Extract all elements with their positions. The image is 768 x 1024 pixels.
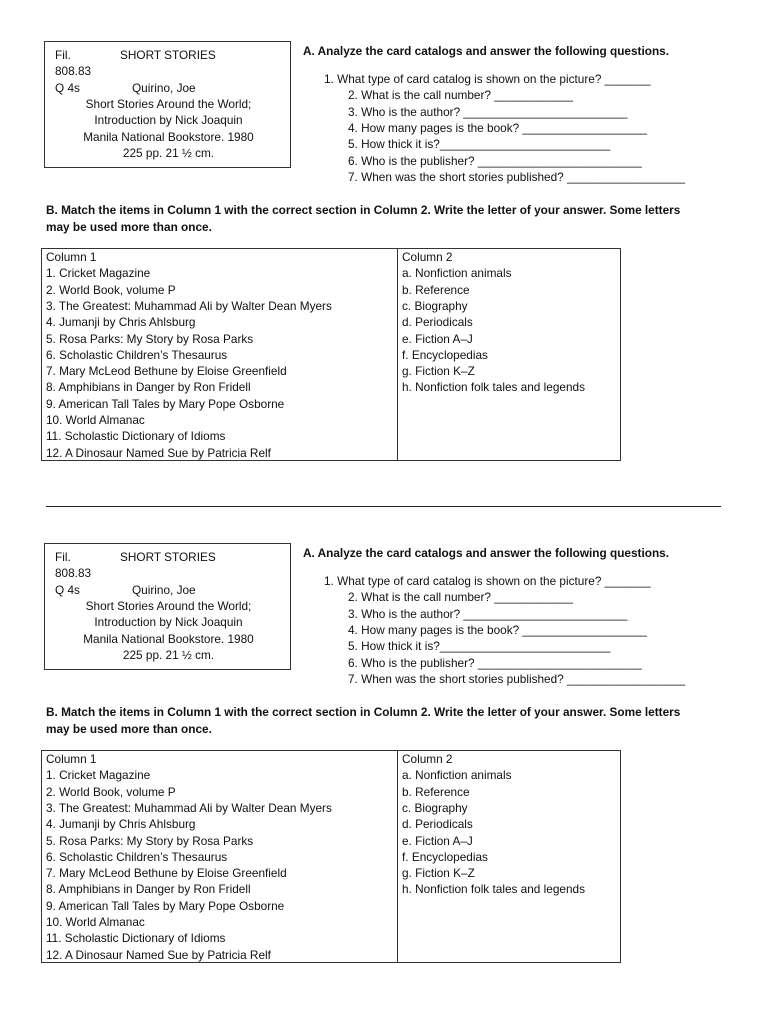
column-1-item: 11. Scholastic Dictionary of Idioms	[46, 429, 226, 444]
card-subject: SHORT STORIES	[120, 48, 216, 62]
question-6: 6. Who is the publisher? _________________________	[348, 153, 642, 168]
card-author: Quirino, Joe	[132, 80, 196, 95]
column-1-item: 2. World Book, volume P	[46, 282, 176, 297]
card-title: Short Stories Around the World;	[85, 96, 252, 111]
question-3: 3. Who is the author? _________________________	[348, 104, 628, 119]
column-1-header: Column 1	[46, 250, 97, 264]
column-divider	[397, 751, 398, 962]
column-2-item: f. Encyclopedias	[402, 347, 488, 362]
column-1-item: 5. Rosa Parks: My Story by Rosa Parks	[46, 331, 254, 346]
column-2-item: g. Fiction K–Z	[402, 364, 475, 379]
question-7: 7. When was the short stories published? __________________	[348, 169, 686, 184]
question-1: 1. What type of card catalog is shown on the picture? _______	[324, 72, 651, 86]
column-1-item: 3. The Greatest: Muhammad Ali by Walter Dean Myers	[46, 298, 332, 313]
part-b-heading-cont: may be used more than once.	[46, 722, 212, 736]
column-1-item: 3. The Greatest: Muhammad Ali by Walter Dean Myers	[46, 800, 332, 815]
column-1-item: 8. Amphibians in Danger by Ron Fridell	[46, 380, 251, 395]
column-2-item: e. Fiction A–J	[402, 833, 473, 848]
card-physical: 225 pp. 21 ½ cm.	[122, 647, 215, 662]
section-divider-line	[46, 506, 721, 507]
question-5: 5. How thick it is?__________________________	[348, 639, 611, 654]
part-a-heading: A. Analyze the card catalogs and answer the following questions.	[303, 546, 669, 560]
column-1-item: 1. Cricket Magazine	[46, 768, 151, 783]
column-2-item: g. Fiction K–Z	[402, 866, 475, 881]
question-2: 2. What is the call number? ____________	[348, 590, 573, 605]
card-class-number: 808.83	[55, 64, 92, 79]
card-publisher: Manila National Bookstore. 1980	[83, 129, 254, 144]
card-title: Short Stories Around the World;	[85, 598, 252, 613]
part-a-heading: A. Analyze the card catalogs and answer the following questions.	[303, 44, 669, 58]
card-intro: Introduction by Nick Joaquin	[94, 615, 243, 630]
column-2-item: h. Nonfiction folk tales and legends	[402, 380, 585, 395]
part-b-heading-cont: may be used more than once.	[46, 220, 212, 234]
column-1-item: 12. A Dinosaur Named Sue by Patricia Relf	[46, 445, 271, 460]
card-publisher: Manila National Bookstore. 1980	[83, 631, 254, 646]
card-catalog	[44, 41, 291, 168]
question-5: 5. How thick it is?__________________________	[348, 137, 611, 152]
part-b-heading: B. Match the items in Column 1 with the correct section in Column 2. Write the letter of your answer. Some letters	[46, 203, 681, 217]
question-7: 7. When was the short stories published? __________________	[348, 671, 686, 686]
card-physical: 225 pp. 21 ½ cm.	[122, 145, 215, 160]
column-2-item: c. Biography	[402, 800, 468, 815]
column-1-item: 4. Jumanji by Chris Ahlsburg	[46, 315, 196, 330]
card-cutter: Q 4s	[55, 582, 80, 597]
card-fil: Fil.	[55, 550, 71, 564]
card-cutter: Q 4s	[55, 80, 80, 95]
question-4: 4. How many pages is the book? ___________________	[348, 120, 648, 135]
column-1-item: 7. Mary McLeod Bethune by Eloise Greenfield	[46, 866, 287, 881]
column-2-item: e. Fiction A–J	[402, 331, 473, 346]
column-2-item: a. Nonfiction animals	[402, 266, 512, 281]
column-2-header: Column 2	[402, 752, 453, 766]
column-1-header: Column 1	[46, 752, 97, 766]
column-2-item: a. Nonfiction animals	[402, 768, 512, 783]
matching-table	[41, 750, 621, 963]
card-intro: Introduction by Nick Joaquin	[94, 113, 243, 128]
column-2-item: b. Reference	[402, 784, 470, 799]
column-2-item: d. Periodicals	[402, 315, 473, 330]
column-1-item: 5. Rosa Parks: My Story by Rosa Parks	[46, 833, 254, 848]
column-2-item: h. Nonfiction folk tales and legends	[402, 882, 585, 897]
column-1-item: 10. World Almanac	[46, 413, 145, 427]
card-subject: SHORT STORIES	[120, 550, 216, 564]
column-2-item: c. Biography	[402, 298, 468, 313]
column-1-item: 9. American Tall Tales by Mary Pope Osborne	[46, 898, 285, 913]
column-2-item: b. Reference	[402, 282, 470, 297]
part-b-heading: B. Match the items in Column 1 with the correct section in Column 2. Write the letter of your answer. Some letters	[46, 705, 681, 719]
column-1-item: 6. Scholastic Children’s Thesaurus	[46, 849, 228, 864]
column-1-item: 2. World Book, volume P	[46, 784, 176, 799]
column-1-item: 4. Jumanji by Chris Ahlsburg	[46, 817, 196, 832]
column-1-item: 8. Amphibians in Danger by Ron Fridell	[46, 882, 251, 897]
column-2-item: f. Encyclopedias	[402, 849, 488, 864]
worksheet-copy-1	[0, 0, 768, 480]
question-2: 2. What is the call number? ____________	[348, 88, 573, 103]
column-1-item: 11. Scholastic Dictionary of Idioms	[46, 931, 226, 946]
card-fil: Fil.	[55, 48, 71, 62]
column-1-item: 6. Scholastic Children’s Thesaurus	[46, 347, 228, 362]
question-4: 4. How many pages is the book? ___________________	[348, 622, 648, 637]
matching-table	[41, 248, 621, 461]
column-1-item: 1. Cricket Magazine	[46, 266, 151, 281]
column-divider	[397, 249, 398, 460]
column-1-item: 7. Mary McLeod Bethune by Eloise Greenfield	[46, 364, 287, 379]
question-3: 3. Who is the author? _________________________	[348, 606, 628, 621]
column-1-item: 12. A Dinosaur Named Sue by Patricia Relf	[46, 947, 271, 962]
worksheet-copy-2	[0, 502, 768, 982]
column-2-header: Column 2	[402, 250, 453, 264]
card-class-number: 808.83	[55, 566, 92, 581]
column-1-item: 10. World Almanac	[46, 915, 145, 929]
card-author: Quirino, Joe	[132, 582, 196, 597]
question-1: 1. What type of card catalog is shown on the picture? _______	[324, 574, 651, 588]
card-catalog	[44, 543, 291, 670]
column-1-item: 9. American Tall Tales by Mary Pope Osborne	[46, 396, 285, 411]
question-6: 6. Who is the publisher? _________________________	[348, 655, 642, 670]
column-2-item: d. Periodicals	[402, 817, 473, 832]
